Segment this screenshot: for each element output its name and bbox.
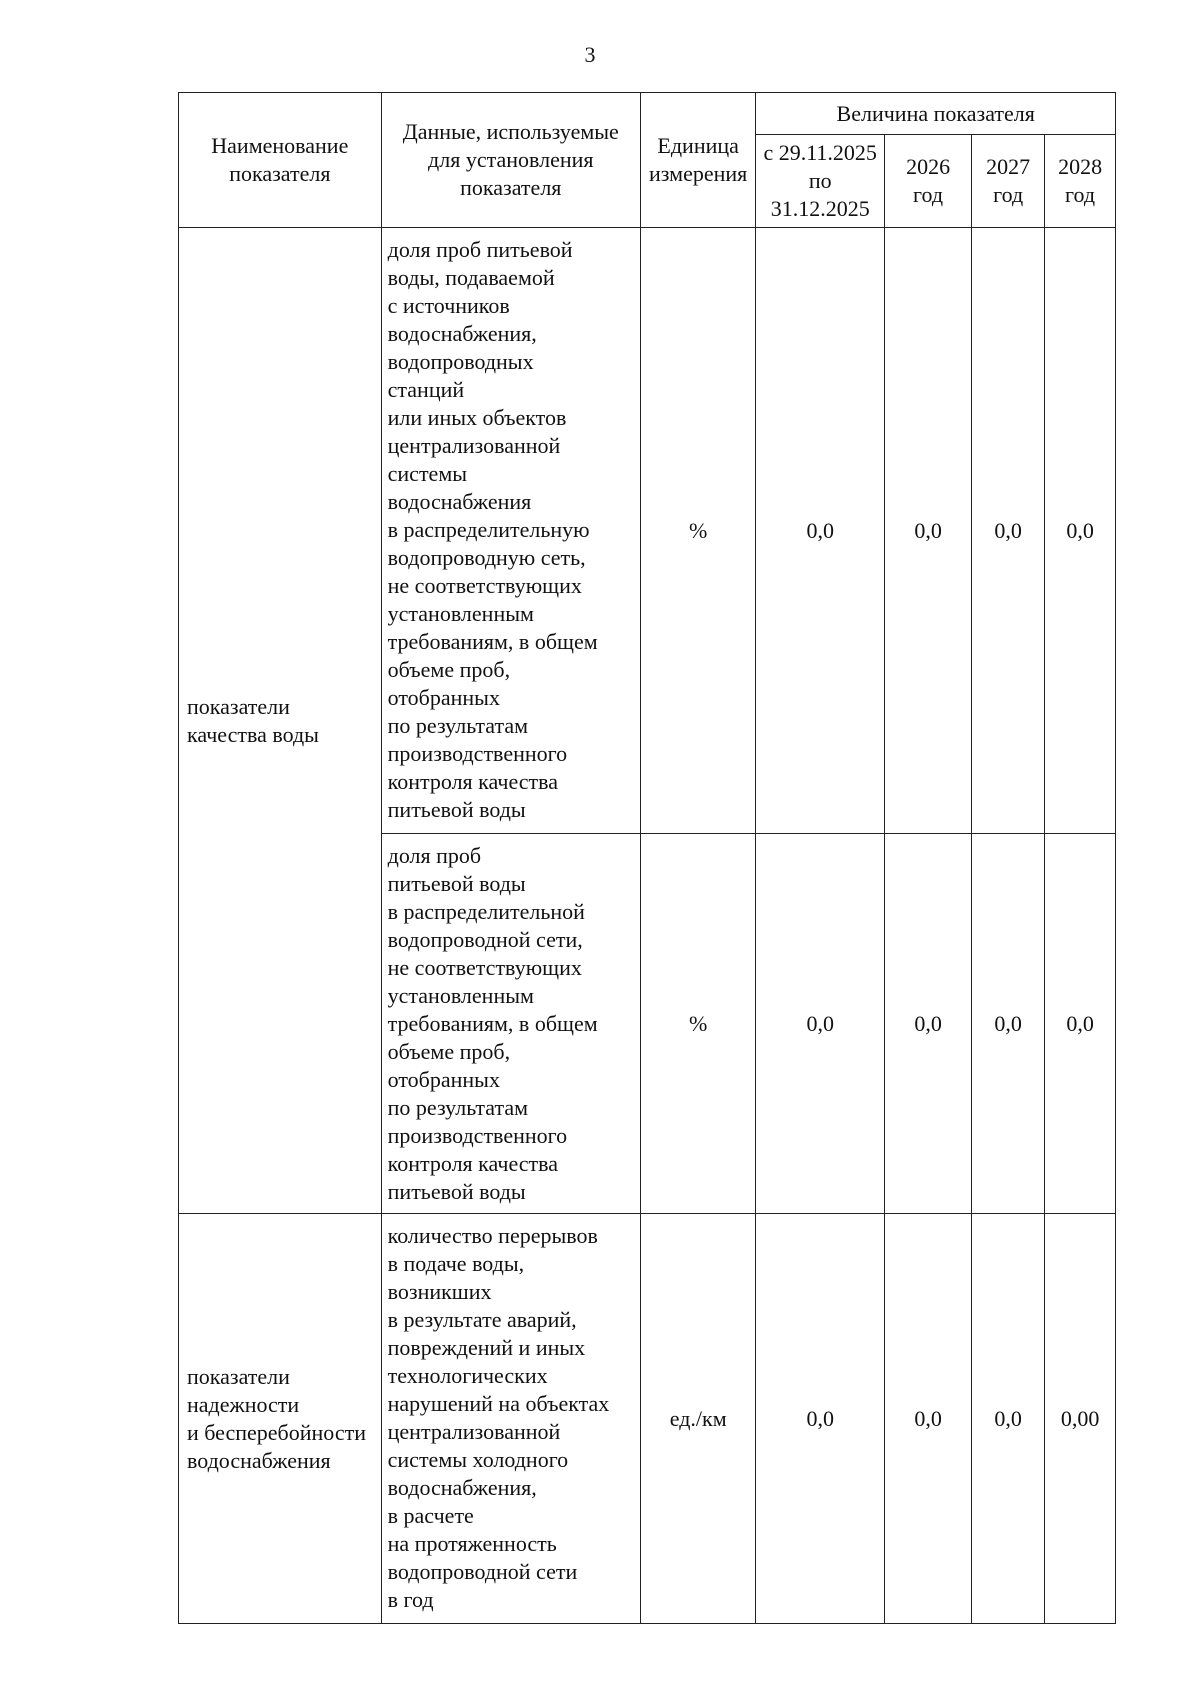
group-name-reliability: показатели надежности и бесперебойности водоснабжения (179, 1214, 382, 1624)
row-unit: % (640, 834, 755, 1214)
group-name-water-quality: показатели качества воды (179, 228, 382, 1214)
header-value-group: Величина показателя (756, 93, 1116, 135)
row-value-2027: 0,0 (972, 834, 1045, 1214)
row-value-2028: 0,00 (1045, 1214, 1116, 1624)
row-description: доля проб питьевой воды в распределительной водопроводной сети, не соответствующих установленным требованиям, в общем объеме проб, отобранных по результатам производственного контроля качества питьевой воды (381, 834, 640, 1214)
header-period-2025: с 29.11.2025 по 31.12.2025 (756, 135, 885, 228)
row-value-2028: 0,0 (1045, 834, 1116, 1214)
row-value-2026: 0,0 (884, 834, 971, 1214)
table-row (179, 228, 1116, 834)
row-unit: ед./км (640, 1214, 755, 1624)
header-unit: Единица измерения (640, 93, 755, 228)
row-value-2028: 0,0 (1045, 228, 1116, 834)
row-value-2026: 0,0 (884, 1214, 971, 1624)
row-unit: % (640, 228, 755, 834)
indicators-table (178, 92, 1116, 1624)
row-value-2026: 0,0 (884, 228, 971, 834)
row-value-2025: 0,0 (756, 1214, 885, 1624)
header-period-2026: 2026 год (884, 135, 971, 228)
row-value-2027: 0,0 (972, 1214, 1045, 1624)
table-row (179, 1214, 1116, 1624)
row-value-2025: 0,0 (756, 228, 885, 834)
header-name: Наименование показателя (179, 93, 382, 228)
header-period-2028: 2028 год (1045, 135, 1116, 228)
row-description: количество перерывов в подаче воды, возникших в результате аварий, повреждений и иных технологических нарушений на объектах централизованной системы холодного водоснабжения, в расчете на протяженность водопроводной сети в год (381, 1214, 640, 1624)
page-number: 3 (584, 42, 596, 67)
row-value-2027: 0,0 (972, 228, 1045, 834)
row-value-2025: 0,0 (756, 834, 885, 1214)
header-data: Данные, используемые для установления показателя (381, 93, 640, 228)
row-description: доля проб питьевой воды, подаваемой с источников водоснабжения, водопроводных станций или иных объектов централизованной системы водоснабжения в распределительную водопроводную сеть, не соответствующих установленным требованиям, в общем объеме проб, отобранных по результатам производственного контроля качества питьевой воды (381, 228, 640, 834)
header-row-top (179, 93, 1116, 135)
header-period-2027: 2027 год (972, 135, 1045, 228)
